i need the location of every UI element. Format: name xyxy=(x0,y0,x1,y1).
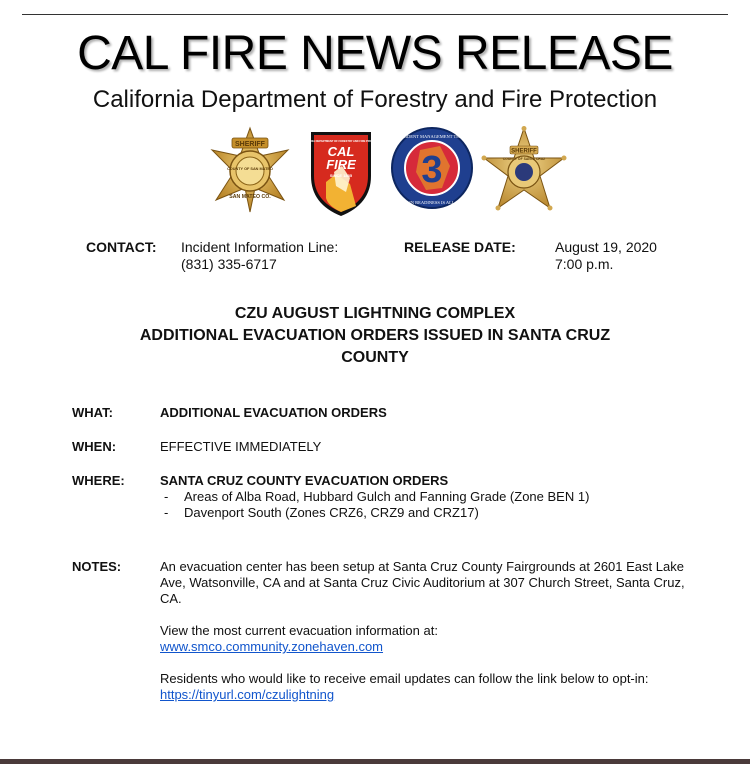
release-date-info xyxy=(555,239,657,273)
notes-evac-info-text: View the most current evacuation information at: xyxy=(160,623,438,638)
release-date: August 19, 2020 xyxy=(555,239,657,255)
san-mateo-badge-top-text: SHERIFF xyxy=(235,141,265,148)
calfire-top-text: CALIFORNIA DEPARTMENT OF FORESTRY AND FIRE PROTECTION xyxy=(298,140,384,143)
where-list-item: - Davenport South (Zones CRZ6, CRZ9 and CRZ17) xyxy=(160,505,700,521)
imt-ring-top-text: INCIDENT MANAGEMENT TEAM xyxy=(397,134,467,139)
notes-evacuation-center: An evacuation center has been setup at Santa Cruz County Fairgrounds at 2601 East Lake Ave, Watsonville, CA and at Santa Cruz Civic Auditorium at 307 Church Street, Santa Cruz, CA. xyxy=(160,559,685,606)
release-time: 7:00 p.m. xyxy=(555,256,614,272)
top-rule xyxy=(22,14,728,15)
where-label: WHERE: xyxy=(72,473,125,488)
notes-email-updates-text: Residents who would like to receive email updates can follow the link below to opt-in: xyxy=(160,671,649,686)
calfire-word-cal: CAL xyxy=(327,144,355,159)
imt-ring-bottom-text: IN READINESS IS ALL xyxy=(409,200,455,205)
incident-management-team-3-icon xyxy=(390,126,474,210)
bottom-bar xyxy=(0,759,750,764)
notes-block xyxy=(160,559,685,703)
san-mateo-badge-ring-text: COUNTY OF SAN MATEO xyxy=(227,167,273,171)
where-list-item: - Areas of Alba Road, Hubbard Gulch and Fanning Grade (Zone BEN 1) xyxy=(160,489,700,505)
when-label: WHEN: xyxy=(72,439,117,454)
headline-line-3: COUNTY xyxy=(341,349,409,366)
what-value: ADDITIONAL EVACUATION ORDERS xyxy=(160,405,387,420)
contact-label: CONTACT: xyxy=(86,239,157,255)
contact-info xyxy=(181,239,338,273)
zonehaven-link[interactable]: www.smco.community.zonehaven.com xyxy=(160,639,384,654)
santa-cruz-badge-top-text: SHERIFF xyxy=(511,148,537,155)
notes-evac-info xyxy=(160,623,685,655)
headline xyxy=(0,303,750,369)
headline-line-1: CZU AUGUST LIGHTNING COMPLEX xyxy=(234,305,516,322)
what-label: WHAT: xyxy=(72,405,113,420)
where-block xyxy=(160,473,700,521)
calfire-word-fire: FIRE xyxy=(326,157,356,172)
where-heading: SANTA CRUZ COUNTY EVACUATION ORDERS xyxy=(160,473,449,488)
calfire-shield-icon xyxy=(298,126,384,218)
san-mateo-sheriff-badge-icon xyxy=(208,126,292,214)
agency-logos xyxy=(0,126,750,218)
headline-line-2: ADDITIONAL EVACUATION ORDERS ISSUED IN SANTA CRUZ xyxy=(139,327,611,344)
tinyurl-optin-link[interactable]: https://tinyurl.com/czulightning xyxy=(160,687,335,702)
calfire-since-text: SINCE 1885 xyxy=(329,173,353,178)
san-mateo-badge-bottom-text: SAN MATEO CO. xyxy=(229,194,271,200)
notes-email-updates xyxy=(160,671,685,703)
when-value: EFFECTIVE IMMEDIATELY xyxy=(160,439,322,454)
santa-cruz-badge-ring-text: COUNTY OF SANTA CRUZ xyxy=(502,157,546,161)
imt-number: 3 xyxy=(421,149,443,191)
department-subtitle: California Department of Forestry and Fire Protection xyxy=(92,86,658,113)
santa-cruz-sheriff-badge-icon xyxy=(482,126,566,214)
notes-label: NOTES: xyxy=(72,559,122,574)
release-date-label: RELEASE DATE: xyxy=(404,239,516,255)
release-title: CAL FIRE NEWS RELEASE xyxy=(77,27,673,80)
contact-line-name: Incident Information Line: xyxy=(181,239,339,255)
contact-phone: (831) 335-6717 xyxy=(181,256,277,272)
